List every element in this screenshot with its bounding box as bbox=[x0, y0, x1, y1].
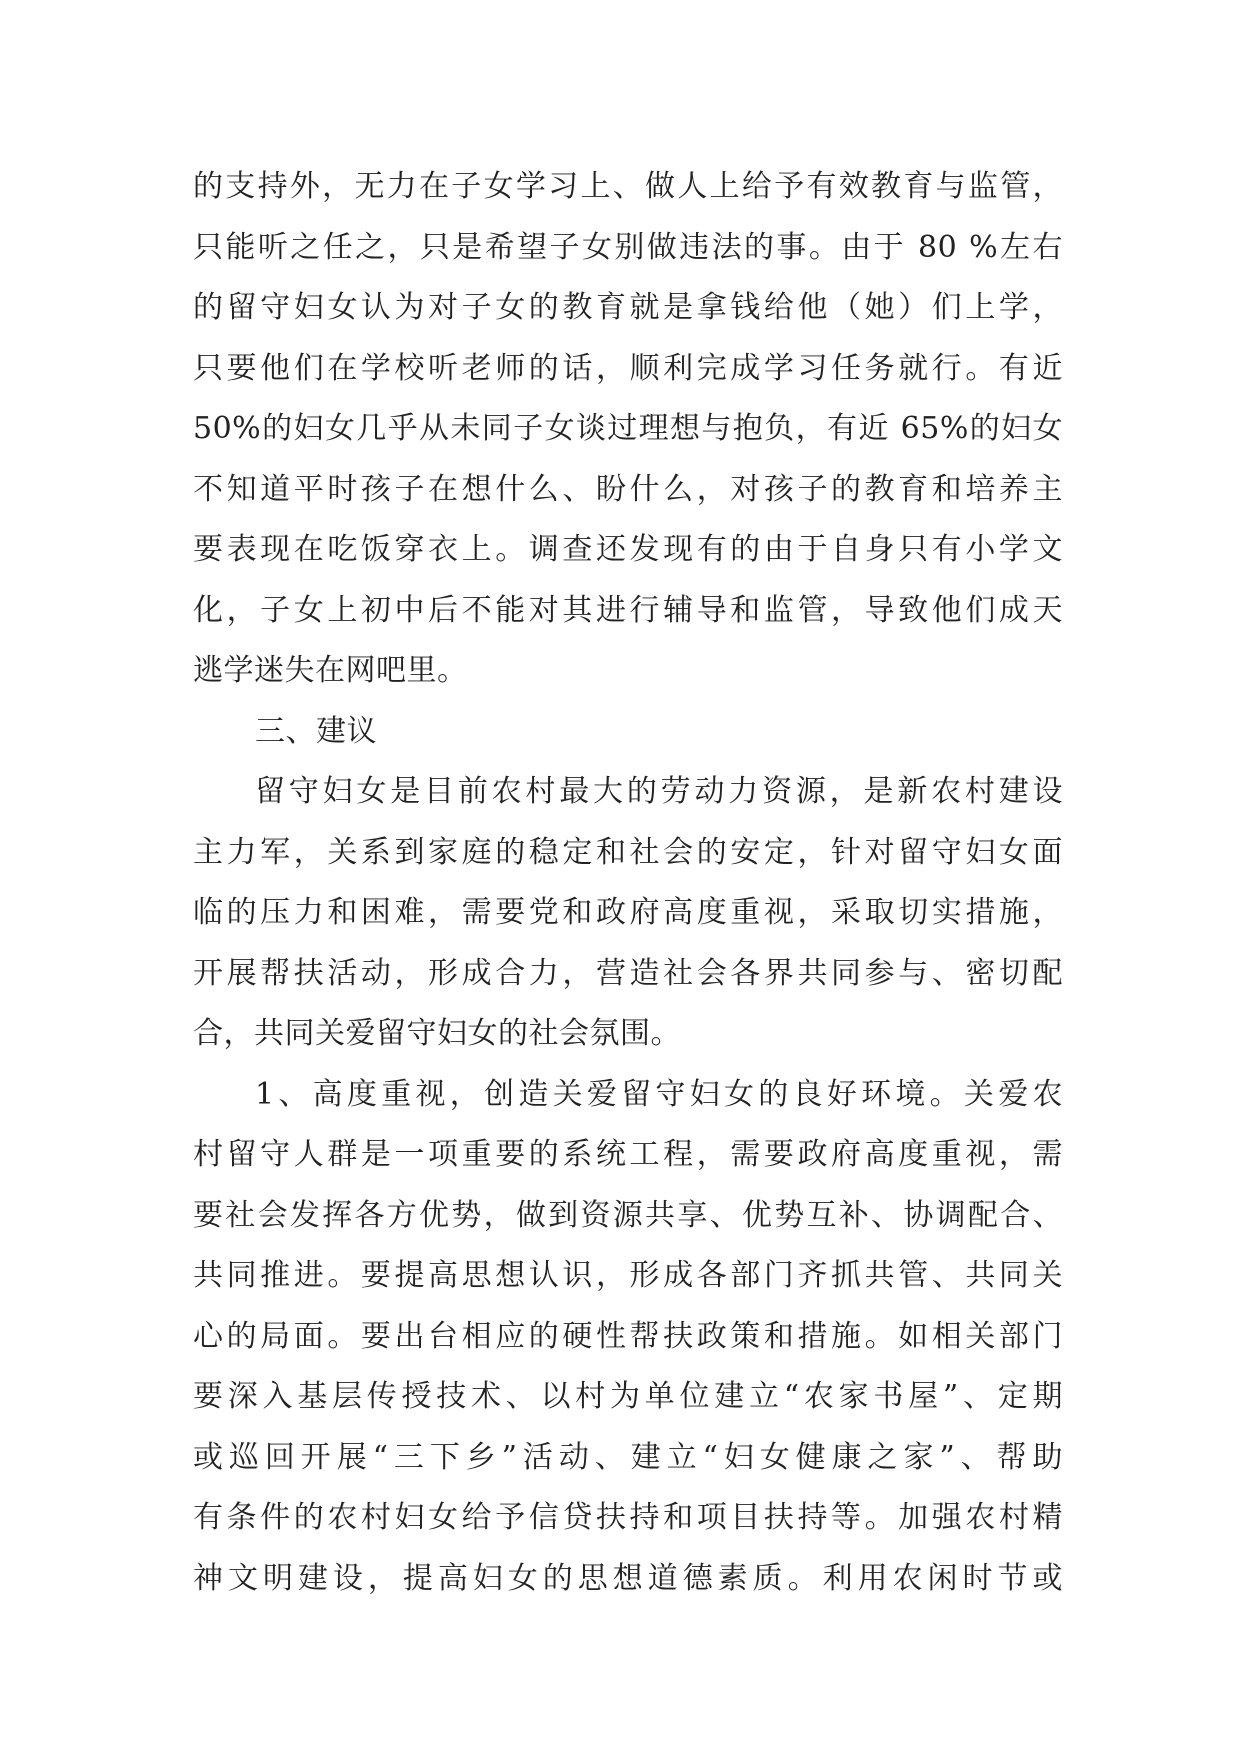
text-line: 不知道平时孩子在想什么、盼什么，对孩子的教育和培养主 bbox=[193, 471, 1063, 507]
section-heading: 三、建议 bbox=[255, 713, 377, 749]
text-line: 的支持外，无力在子女学习上、做人上给予有效教育与监管， bbox=[193, 169, 1063, 204]
text-line: 要社会发挥各方优势，做到资源共享、优势互补、协调配合、 bbox=[193, 1197, 1063, 1233]
document-body bbox=[193, 157, 1063, 1609]
text-line: 的留守妇女认为对子女的教育就是拿钱给他（她）们上学， bbox=[193, 290, 1063, 325]
text-line: 共同推进。要提高思想认识，形成各部门齐抓共管、共同关 bbox=[193, 1258, 1063, 1293]
text-line: 1、高度重视，创造关爱留守妇女的良好环境。关爱农 bbox=[255, 1076, 1063, 1112]
text-line: 或巡回开展“三下乡”活动、建立“妇女健康之家”、帮助 bbox=[193, 1439, 1063, 1475]
text-line: 留守妇女是目前农村最大的劳动力资源，是新农村建设 bbox=[255, 774, 1063, 809]
text-line: 神文明建设，提高妇女的思想道德素质。利用农闲时节或 bbox=[193, 1560, 1063, 1596]
text-line: 合，共同关爱留守妇女的社会氛围。 bbox=[193, 1016, 681, 1051]
text-line: 心的局面。要出台相应的硬性帮扶政策和措施。如相关部门 bbox=[193, 1318, 1063, 1354]
text-line: 只要他们在学校听老师的话，顺利完成学习任务就行。有近 bbox=[193, 350, 1063, 386]
text-line: 化，子女上初中后不能对其进行辅导和监管，导致他们成天 bbox=[193, 592, 1063, 628]
text-line: 有条件的农村妇女给予信贷扶持和项目扶持等。加强农村精 bbox=[193, 1500, 1063, 1535]
text-line: 逃学迷失在网吧里。 bbox=[193, 653, 468, 688]
text-line: 临的压力和困难，需要党和政府高度重视，采取切实措施， bbox=[193, 895, 1063, 930]
text-line: 村留守人群是一项重要的系统工程，需要政府高度重视，需 bbox=[193, 1137, 1063, 1172]
text-line: 只能听之任之，只是希望子女别做违法的事。由于 80 %左右 bbox=[193, 229, 1063, 265]
text-line: 开展帮扶活动，形成合力，营造社会各界共同参与、密切配 bbox=[193, 955, 1063, 991]
text-line: 50%的妇女几乎从未同子女谈过理想与抱负，有近 65%的妇女 bbox=[193, 411, 1063, 446]
text-line: 要深入基层传授技术、以村为单位建立“农家书屋”、定期 bbox=[193, 1379, 1063, 1414]
text-line: 要表现在吃饭穿衣上。调查还发现有的由于自身只有小学文 bbox=[193, 532, 1063, 567]
text-line: 主力军，关系到家庭的稳定和社会的安定，针对留守妇女面 bbox=[193, 834, 1063, 870]
